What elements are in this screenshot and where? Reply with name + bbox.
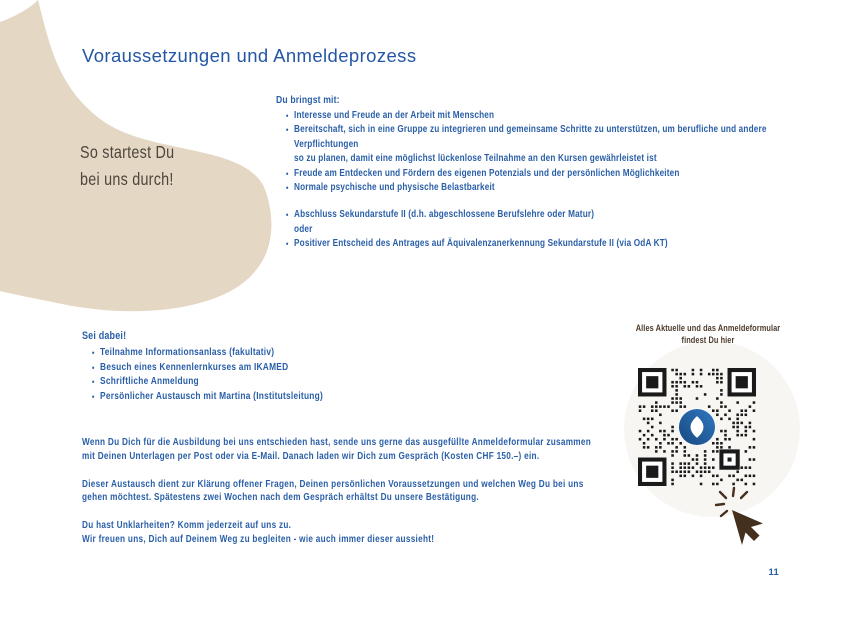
bring-section-heading: Du bringst mit: (276, 94, 340, 106)
qr-center-logo-icon (678, 408, 716, 446)
bullet-icon: • (285, 111, 289, 121)
paragraph-line: gehen möchtest. Spätestens zwei Wochen nach dem Gespräch erhältst Du unsere Bestätigung. (82, 492, 479, 503)
list-item (92, 390, 459, 405)
list-item-text (100, 361, 288, 376)
paragraph-line: mit Deinen Unterlagen per Post oder via E-Mail. Danach laden wir Dich zum Gespräch (Kosten CHF 150.–) ein. (82, 450, 540, 462)
paragraph (82, 436, 607, 463)
bullet-icon: • (91, 348, 95, 358)
blob-headline-line2: bei uns durch! (80, 168, 174, 189)
list-item (286, 167, 801, 181)
list-item-line: Abschluss Sekundarstufe II (d.h. abgeschlossene Berufslehre oder Matur) (294, 209, 595, 221)
list-item (286, 123, 801, 166)
bullet-icon: • (91, 362, 95, 373)
list-item-line: so zu planen, damit eine möglichst lückenlose Teilnahme an den Kursen gewährleistet ist (294, 153, 657, 165)
list-item-text (294, 109, 494, 123)
page-number: 11 (768, 567, 779, 578)
list-connector: oder (294, 223, 313, 235)
list-item-line: Freude am Entdecken und Fördern des eigenen Potenzials und der persönlichen Möglichkeiten (294, 167, 680, 179)
list-item-text (294, 208, 594, 222)
list-item (286, 208, 801, 222)
list-item-line: Teilnahme Informationsanlass (fakultativ) (100, 347, 275, 358)
page-title: Voraussetzungen und Anmeldeprozess (82, 45, 417, 66)
bullet-icon: • (285, 210, 289, 221)
bullet-icon: • (91, 377, 95, 388)
qr-code (638, 368, 756, 486)
list-item-text (100, 390, 323, 405)
list-item-line: Positiver Entscheid des Antrages auf Äquivalenzanerkennung Sekundarstufe II (via OdA KT) (294, 238, 668, 250)
qr-caption-line1: Alles Aktuelle und das Anmeldeformular (635, 323, 781, 333)
list-item-text (294, 237, 668, 251)
join-section-heading: Sei dabei! (82, 330, 127, 342)
list-item-line: Persönlicher Austausch mit Martina (Institutsleitung) (100, 391, 324, 403)
paragraph (82, 478, 607, 505)
list-item-line: Normale psychische und physische Belastbarkeit (294, 182, 495, 194)
list-item-line: Besuch eines Kennenlernkurses am IKAMED (100, 361, 289, 373)
list-item-line: Schriftliche Anmeldung (100, 376, 199, 388)
list-item-text (294, 123, 801, 166)
paragraph-line: Dieser Austausch dient zur Klärung offener Fragen, Deinen persönlichen Voraussetzungen und welchen Weg Du bei uns (82, 478, 584, 490)
list-item (92, 346, 459, 361)
list-item-text (294, 181, 495, 195)
list-item (92, 361, 459, 376)
bullet-icon: • (285, 183, 289, 194)
qualification-list (276, 208, 801, 251)
bullet-icon: • (285, 168, 289, 179)
join-section (82, 330, 459, 405)
list-item (286, 109, 801, 123)
bullet-icon: • (285, 239, 289, 250)
join-list (82, 346, 459, 405)
list-item (286, 181, 801, 195)
list-item-text (100, 346, 274, 361)
list-item (92, 375, 459, 390)
list-item-text (100, 375, 199, 390)
blob-headline-line1: So startest Du (80, 142, 175, 162)
list-item (286, 237, 801, 251)
bullet-icon: • (91, 392, 95, 403)
body-paragraphs (82, 436, 607, 561)
list-item-text (294, 167, 679, 181)
blob-headline (80, 139, 174, 192)
bullet-icon: • (285, 125, 289, 136)
list-item-line: Bereitschaft, sich in eine Gruppe zu integrieren und gemeinsame Schritte zu unterstützen, um berufliche und andere Verpflichtungen (294, 124, 767, 150)
paragraph-line: Du hast Unklarheiten? Komm jederzeit auf uns zu. (82, 520, 292, 531)
bring-section (276, 94, 801, 252)
paragraph-line: Wir freuen uns, Dich auf Deinem Weg zu begleiten - wie auch immer dieser aussieht! (82, 533, 435, 545)
qr-caption-line2: findest Du hier (681, 335, 735, 346)
paragraph (82, 519, 607, 546)
list-item-line: Interesse und Freude an der Arbeit mit Menschen (294, 110, 495, 121)
qr-caption (626, 322, 790, 347)
click-cursor-icon (712, 486, 764, 548)
paragraph-line: Wenn Du Dich für die Ausbildung bei uns entschieden hast, sende uns gerne das ausgefüllte Anmeldeformular zusammen (82, 437, 592, 448)
bring-list (276, 109, 801, 195)
